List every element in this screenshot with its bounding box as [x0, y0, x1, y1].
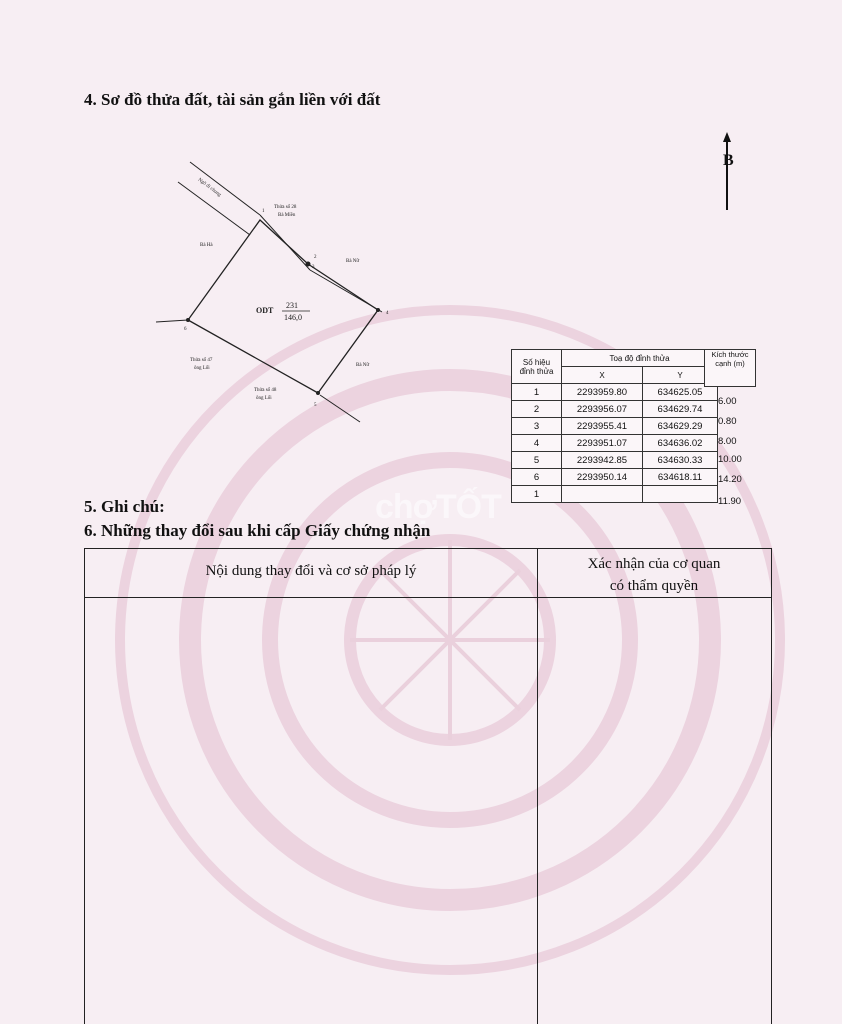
neighbor-bottom-left: Thửa số 47: [190, 358, 213, 363]
authority-header-line1: Xác nhận của cơ quan: [587, 556, 721, 572]
table-row: 5 2293942.85 634630.33: [512, 452, 718, 469]
table-row: 1 2293959.80 634625.05: [512, 384, 718, 401]
neighbor-left: Bà Hà: [200, 243, 213, 248]
table-row: 6 2293950.14 634618.11: [512, 469, 718, 486]
col-dim-header: Kích thước cạnh (m): [704, 349, 756, 387]
neighbor-bottom-owner: ông Lối: [256, 396, 272, 401]
authority-header-line2: có thẩm quyền: [609, 578, 699, 594]
edge-length: 8.00: [718, 436, 737, 447]
edge-length: 11.90: [718, 496, 742, 507]
column-divider: [537, 549, 538, 1024]
header-divider: [85, 597, 771, 598]
vertex-6-label: 6: [184, 327, 187, 332]
section5-heading: 5. Ghi chú:: [84, 497, 165, 516]
neighbor-top-owner: Bà Miền: [278, 213, 296, 218]
authority-confirmation-header: [537, 553, 771, 597]
section4-heading: 4. Sơ đồ thửa đất, tài sản gắn liền với đất: [84, 90, 381, 109]
section6-heading: 6. Những thay đổi sau khi cấp Giấy chứng nhận: [84, 521, 431, 540]
neighbor-right-top: Bà Nữ: [346, 259, 360, 264]
neighbor-bottom: Thửa số 48: [254, 388, 277, 393]
col-vertex-header: Số hiệu đỉnh thửa: [512, 350, 562, 384]
vertex-2-label: 2: [314, 255, 317, 260]
col-y-header: Y: [643, 367, 718, 384]
vertex-1-label: 1: [262, 209, 265, 214]
road-label: Ngõ đi chung: [196, 177, 222, 198]
north-arrow-icon: [720, 132, 736, 212]
neighbor-top: Thửa số 28: [274, 205, 297, 210]
chotot-watermark: chợTỐT: [375, 488, 501, 526]
changes-table: [84, 548, 772, 1024]
changes-content-header: Nội dung thay đổi và cơ sở pháp lý: [205, 563, 417, 579]
vertex-5-label: 5: [314, 403, 317, 408]
table-row: 3 2293955.41 634629.29: [512, 418, 718, 435]
edge-length: 10.00: [718, 454, 742, 465]
area-code: ODT: [256, 306, 274, 315]
table-row: 4 2293951.07 634636.02: [512, 435, 718, 452]
neighbor-right-bottom: Bà Nữ: [356, 363, 370, 368]
parcel-area: 146,0: [284, 313, 302, 322]
coordinate-table: [511, 349, 718, 503]
north-label: B: [723, 152, 734, 169]
edge-length: 14.20: [718, 474, 742, 485]
col-x-header: X: [562, 367, 643, 384]
neighbor-bottom-left-owner: ông Lối: [194, 366, 210, 371]
table-row: 2 2293956.07 634629.74: [512, 401, 718, 418]
vertex-4-label: 4: [386, 311, 389, 316]
edge-length: 0.80: [718, 416, 737, 427]
edge-length: 6.00: [718, 396, 737, 407]
parcel-number: 231: [286, 301, 298, 310]
table-row: 1: [512, 486, 718, 503]
vertex-3-label: 3: [312, 265, 315, 270]
parcel-sketch: [150, 160, 410, 430]
col-coords-header: Toạ độ đỉnh thửa: [562, 350, 718, 367]
